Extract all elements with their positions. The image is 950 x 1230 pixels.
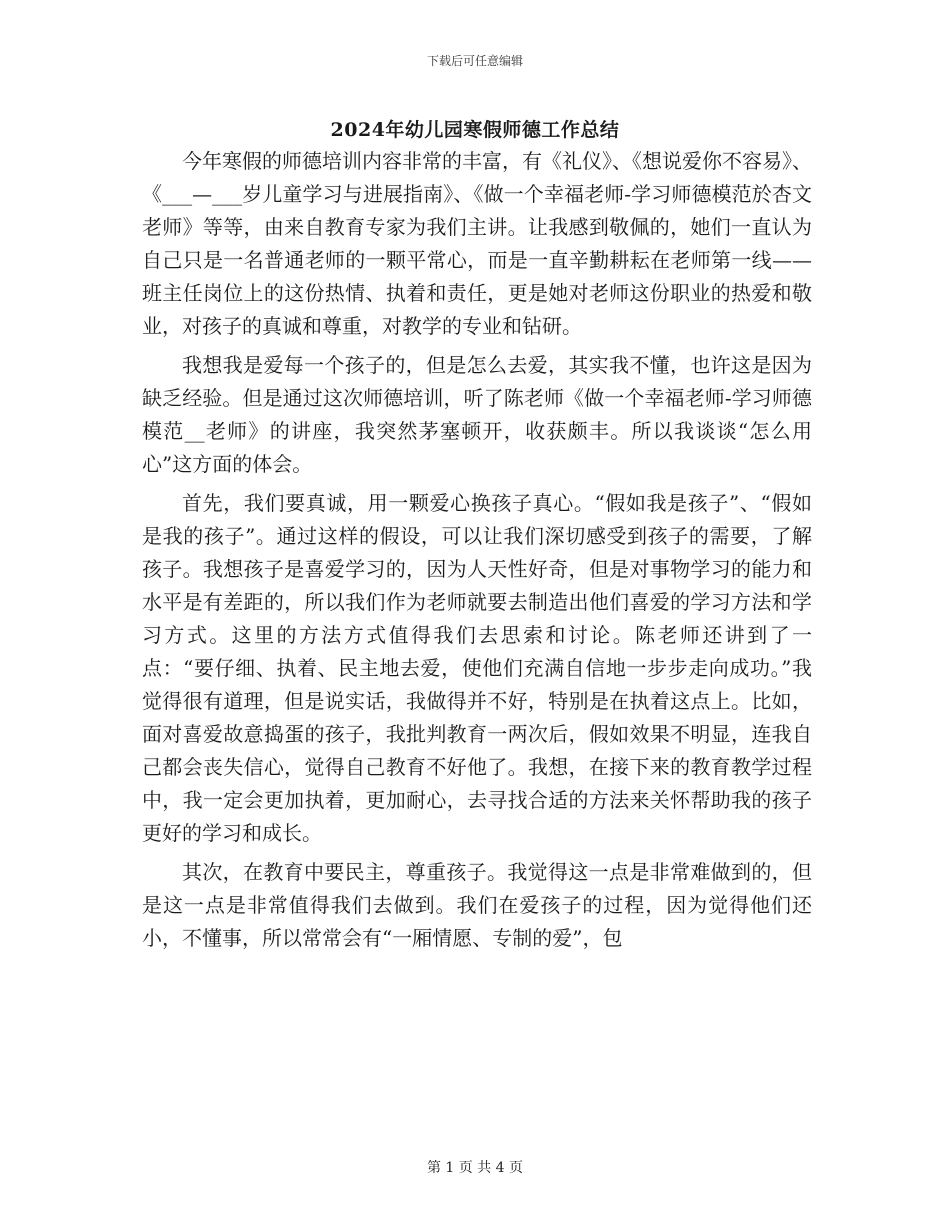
page-header-note: 下载后可任意编辑	[426, 54, 523, 68]
paragraph: 首先，我们要真诚，用一颗爱心换孩子真心。“假如我是孩子”、“假如是我的孩子”。通过这样的假设，可以让我们深切感受到孩子的需要，了解孩子。我想孩子是喜爱学习的，因为人天性好奇，但是对事物学习的能力和水平是有差距的，所以我们作为老师就要去制造出他们喜爱的学习方法和学习方式。这里的方法方式值得我们去思索和讨论。陈老师还讲到了一点：“要仔细、执着、民主地去爱，使他们充满自信地一步步走向成功。”我觉得很有道理，但是说实话，我做得并不好，特别是在执着这点上。比如，面对喜爱故意捣蛋的孩子，我批判教育一两次后，假如效果不明显，连我自己都会丧失信心，觉得自己教育不好他了。我想，在接下来的教育教学过程中，我一定会更加执着，更加耐心，去寻找合适的方法来关怀帮助我的孩子更好的学习和成长。	[142, 491, 812, 845]
paragraph: 今年寒假的师德培训内容非常的丰富，有《礼仪》、《想说爱你不容易》、《___—___岁儿童学习与进展指南》、《做一个幸福老师-学习师德模范於杏文老师》等等，由来自教育专家为我们主讲。让我感到敬佩的，她们一直认为自己只是一名普通老师的一颗平常心，而是一直辛勤耕耘在老师第一线——班主任岗位上的这份热情、执着和责任，更是她对老师这份职业的热爱和敬业，对孩子的真诚和尊重，对教学的专业和钻研。	[142, 149, 812, 338]
page-number: 第 1 页 共 4 页	[426, 1160, 524, 1176]
paragraph: 其次，在教育中要民主，尊重孩子。我觉得这一点是非常难做到的，但是这一点是非常值得我们去做到。我们在爱孩子的过程，因为觉得他们还小，不懂事，所以常常会有“一厢情愿、专制的爱”，包	[142, 860, 812, 950]
document-title: 2024年幼儿园寒假师德工作总结	[330, 119, 620, 141]
document-body	[142, 145, 812, 961]
paragraph: 我想我是爱每一个孩子的，但是怎么去爱，其实我不懂，也许这是因为缺乏经验。但是通过这次师德培训，听了陈老师《做一个幸福老师-学习师德模范__老师》的讲座，我突然茅塞顿开，收获颇丰。所以我谈谈“怎么用心”这方面的体会。	[142, 353, 812, 476]
